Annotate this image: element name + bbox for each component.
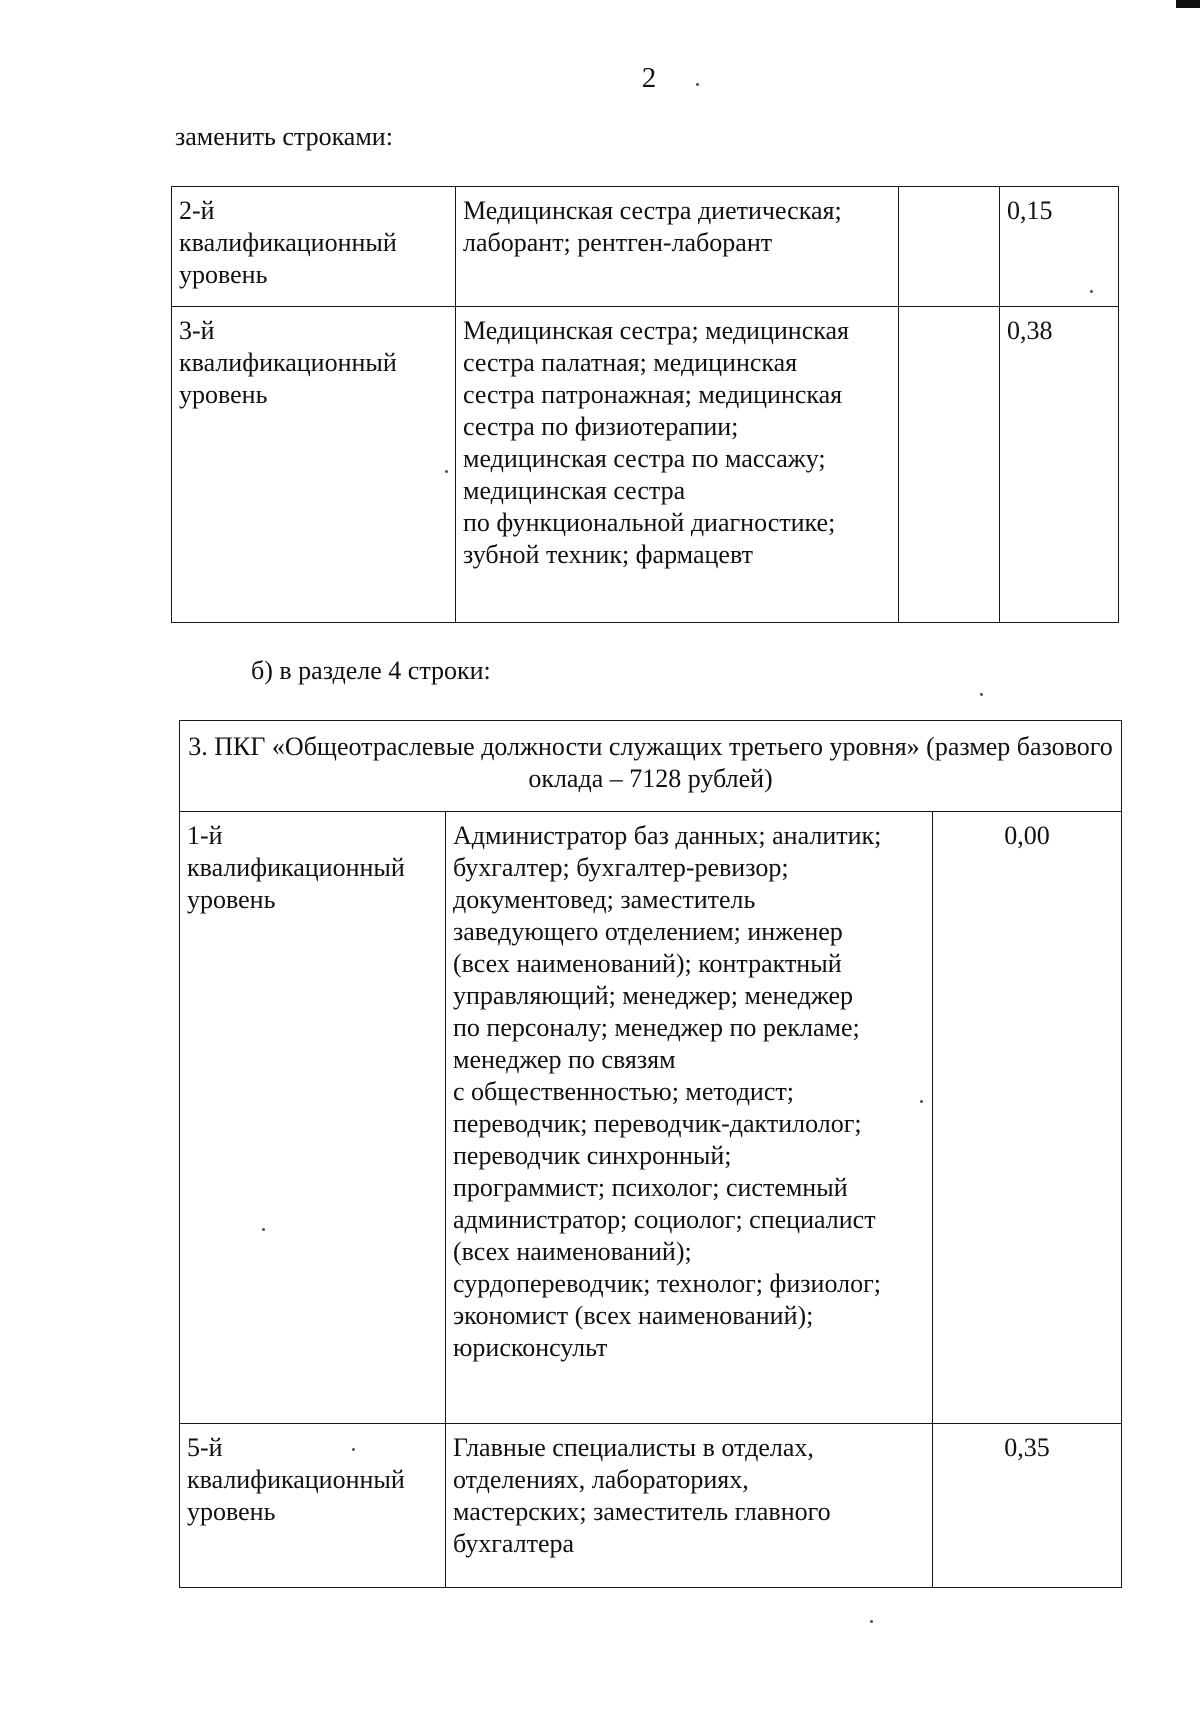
positions-cell: Администратор баз данных; аналитик; бухгалтер; бухгалтер-ревизор; документовед; заместитель заведующего отделением; инженер (всех наименований); контрактный управляющий; менеджер; менеджер по персоналу; менеджер по рекламе; менеджер по связям с общественностью; методист; переводчик; переводчик-дактилолог; переводчик синхронный; программист; психолог; системный администратор; социолог; специалист (всех наименований); сурдопереводчик; технолог; физиолог; экономист (всех наименований); юрисконсульт (446, 812, 933, 1424)
replacement-table (171, 186, 1119, 623)
page-number: 2 (641, 62, 657, 94)
blank-cell (899, 187, 1000, 307)
table-row (172, 187, 1119, 307)
scan-speck (445, 470, 448, 473)
scan-speck (980, 693, 983, 696)
positions-cell: Медицинская сестра диетическая; лаборант; рентген-лаборант (456, 187, 899, 307)
scan-speck (696, 83, 699, 86)
table-row (180, 1424, 1122, 1588)
scan-speck (1090, 290, 1093, 293)
scan-speck (870, 1620, 873, 1623)
coefficient-cell: 0,15 (1000, 187, 1119, 307)
positions-cell: Главные специалисты в отделах, отделениях, лабораториях, мастерских; заместитель главного бухгалтера (446, 1424, 933, 1588)
group-header: 3. ПКГ «Общеотраслевые должности служащих третьего уровня» (размер базового оклада – 7128 рублей) (180, 721, 1122, 812)
table-row (172, 307, 1119, 623)
positions-cell: Медицинская сестра; медицинская сестра палатная; медицинская сестра патронажная; медицинская сестра по физиотерапии; медицинская сестра по массажу; медицинская сестра по функциональной диагностике; зубной техник; фармацевт (456, 307, 899, 623)
level-cell: 1-й квалификационный уровень (180, 812, 446, 1424)
scan-speck (262, 1228, 265, 1231)
coefficient-cell: 0,35 (933, 1424, 1122, 1588)
intro-text: заменить строками: (175, 122, 393, 151)
scan-speck (920, 1100, 923, 1103)
level-cell: 3-й квалификационный уровень (172, 307, 456, 623)
table-row (180, 812, 1122, 1424)
level-cell: 5-й квалификационный уровень (180, 1424, 446, 1588)
level-cell: 2-й квалификационный уровень (172, 187, 456, 307)
blank-cell (899, 307, 1000, 623)
table-header-row (180, 721, 1122, 812)
section-4-table (179, 720, 1122, 1588)
section-label: б) в разделе 4 строки: (251, 656, 491, 685)
scan-corner-mark (1176, 0, 1200, 8)
scan-speck (352, 1448, 355, 1451)
coefficient-cell: 0,00 (933, 812, 1122, 1424)
coefficient-cell: 0,38 (1000, 307, 1119, 623)
